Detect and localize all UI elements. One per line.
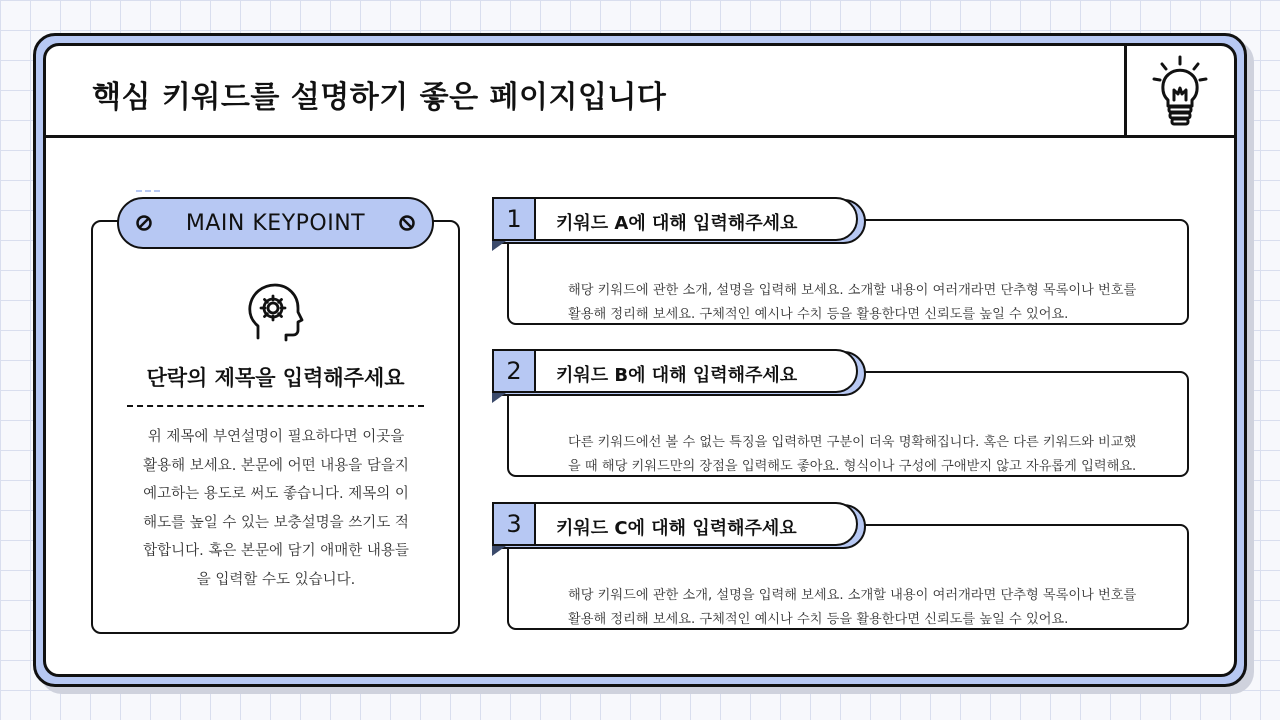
slash-circle-icon — [135, 214, 153, 232]
keyword-body-line: 다른 키워드에선 볼 수 없는 특징을 입력하면 구분이 더욱 명확해집니다. 혹은 다른 키워드와 비교했 — [568, 435, 1137, 450]
head-gear-icon — [244, 280, 306, 342]
keyword-number: 3 — [492, 502, 536, 546]
keyword-fold — [492, 546, 506, 556]
keyword-body-line: 활용해 정리해 보세요. 구체적인 예시나 수치 등을 활용한다면 신뢰도를 높일 수 있어요. — [568, 307, 1069, 322]
keyword-tab — [492, 502, 858, 546]
keyword-body-line: 을 때 해당 키워드만의 장점을 입력해도 좋아요. 형식이나 구성에 구애받지 않고 자유롭게 입력해요. — [568, 459, 1137, 474]
lightbulb-icon — [1151, 54, 1209, 128]
keyword-body-line: 해당 키워드에 관한 소개, 설명을 입력해 보세요. 소개할 내용이 여러개라면 단추형 목록이나 번호를 — [568, 588, 1137, 603]
keyword-title: 키워드 B에 대해 입력해주세요 — [556, 365, 798, 386]
page-title: 핵심 키워드를 설명하기 좋은 페이지입니다 — [92, 80, 667, 115]
keypoint-pill — [117, 197, 434, 249]
keyword-title: 키워드 C에 대해 입력해주세요 — [556, 518, 797, 539]
keyword-body — [568, 584, 1188, 632]
keyword-number: 1 — [492, 197, 536, 241]
keyword-item-a — [490, 197, 1190, 330]
keyword-item-c — [490, 502, 1190, 635]
keyword-number: 2 — [492, 349, 536, 393]
keyword-body — [568, 279, 1188, 327]
slash-circle-icon — [398, 214, 416, 232]
keyword-tab — [492, 349, 858, 393]
keyword-body-line: 활용해 정리해 보세요. 구체적인 예시나 수치 등을 활용한다면 신뢰도를 높일 수 있어요. — [568, 612, 1069, 627]
keypoint-body-line: 위 제목에 부연설명이 필요하다면 이곳을 — [147, 429, 405, 445]
dashed-divider — [127, 405, 424, 407]
keyword-fold — [492, 241, 506, 251]
keyword-tab — [492, 197, 858, 241]
keyword-title: 키워드 A에 대해 입력해주세요 — [556, 213, 798, 234]
header-icon-box — [1124, 46, 1234, 138]
keypoint-body-line: 활용해 보세요. 본문에 어떤 내용을 담을지 — [143, 457, 409, 474]
keypoint-body-line: 해도를 높일 수 있는 보충설명을 쓰기도 적 — [143, 514, 409, 531]
keypoint-body-line: 합합니다. 혹은 본문에 담기 애매한 내용들 — [143, 543, 409, 559]
keyword-fold — [492, 393, 506, 403]
keyword-body-line: 해당 키워드에 관한 소개, 설명을 입력해 보세요. 소개할 내용이 여러개라면 단추형 목록이나 번호를 — [568, 283, 1137, 298]
keypoint-body-line: 을 입력할 수도 있습니다. — [196, 571, 356, 588]
decorative-dashes — [136, 190, 160, 194]
keypoint-pill-label: MAIN KEYPOINT — [185, 210, 366, 236]
keyword-item-b — [490, 349, 1190, 482]
keypoint-body — [128, 423, 424, 594]
keyword-body — [568, 431, 1188, 479]
header — [46, 46, 1234, 138]
keypoint-title: 단락의 제목을 입력해주세요 — [146, 366, 405, 390]
keypoint-body-line: 예고하는 용도로 써도 좋습니다. 제목의 이 — [143, 486, 409, 502]
